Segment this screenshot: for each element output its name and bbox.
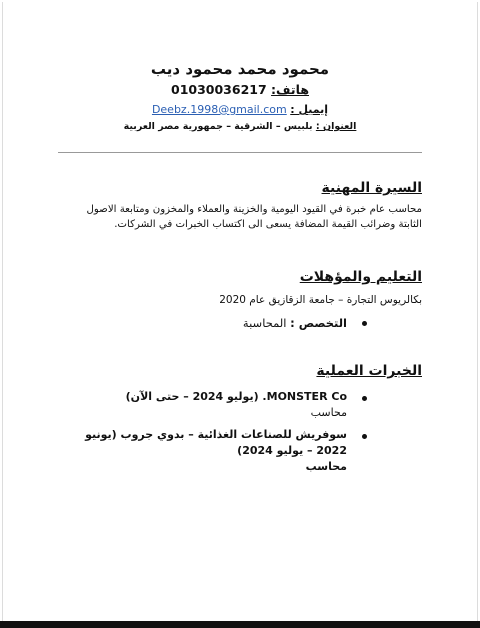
experience-item — [60, 427, 347, 475]
career-section — [60, 178, 422, 232]
experience-role: محاسب — [305, 460, 347, 473]
education-section — [60, 267, 422, 332]
education-title: التعليم والمؤهلات — [299, 269, 422, 285]
experience-list — [60, 389, 422, 475]
specialization-label: التخصص : — [290, 316, 347, 330]
phone-number: 01030036217 — [171, 82, 267, 97]
education-list — [60, 314, 422, 332]
header-divider — [58, 152, 422, 153]
email-link[interactable]: Deebz.1998@gmail.com — [151, 103, 287, 116]
experience-title: الخبرات العملية — [316, 363, 422, 379]
phone-line — [0, 81, 480, 99]
experience-company: MONSTER Co. (يوليو 2024 – حتى الآن) — [125, 390, 347, 403]
specialization-item — [60, 314, 347, 332]
address-value: بلبيس – الشرقية – جمهورية مصر العربية — [123, 121, 313, 132]
career-summary: محاسب عام خبرة في القيود اليومية والخزينة والعملاء والمخزون ومتابعة الاصول الثابتة وضرائب القيمة المضافة يسعى الى اكتساب الخبرات في الشركات. — [86, 204, 422, 230]
resume-header — [0, 58, 480, 136]
education-degree: بكالريوس التجارة – جامعة الزقازيق عام 2020 — [219, 294, 422, 306]
experience-section — [60, 361, 422, 481]
page-bottom-border — [0, 621, 480, 628]
experience-item — [60, 389, 347, 421]
email-label: إيميل : — [290, 103, 329, 116]
bullet-icon — [362, 434, 367, 439]
specialization-value: المحاسبة — [242, 316, 287, 330]
career-title: السيرة المهنية — [321, 180, 422, 196]
experience-company: سوفريش للصناعات الغذائية – بدوي جروب (يونيو 2022 – يوليو 2024) — [85, 428, 347, 457]
address-label: العنوان : — [315, 121, 357, 132]
candidate-name: محمود محمد محمود ديب — [150, 60, 330, 78]
bullet-icon — [362, 396, 367, 401]
address-line — [0, 118, 480, 136]
phone-label: هاتف: — [271, 82, 309, 97]
email-line — [0, 101, 480, 119]
experience-role: محاسب — [310, 406, 347, 419]
bullet-icon — [362, 321, 367, 326]
